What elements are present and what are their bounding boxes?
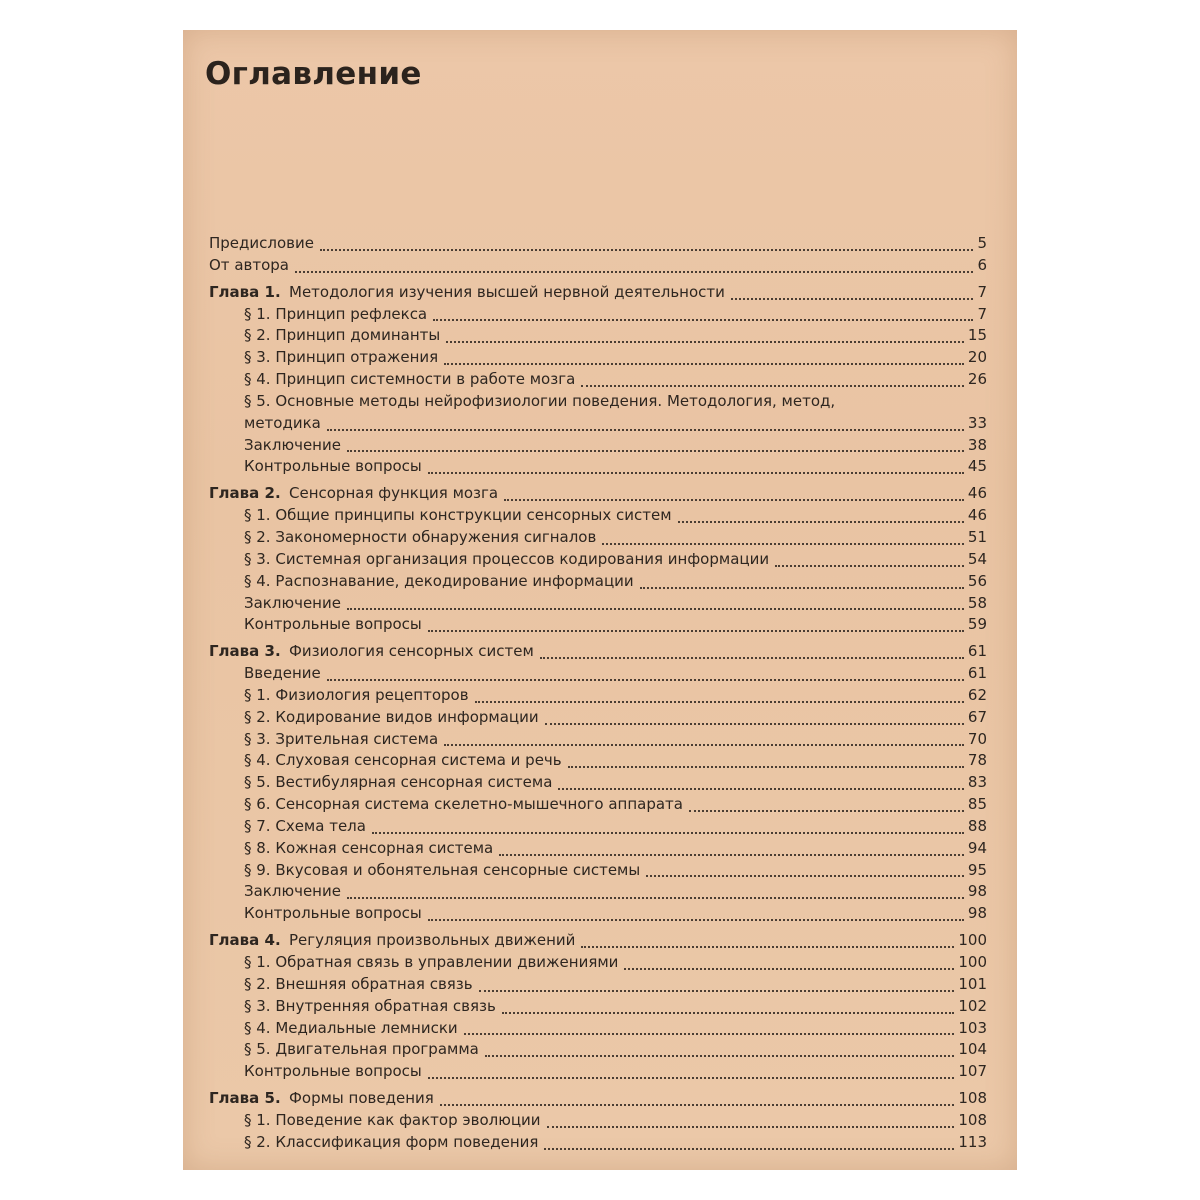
page-number: 100: [958, 931, 987, 950]
entry-label: Введение: [244, 664, 321, 683]
entry-label: § 1. Поведение как фактор эволюции: [244, 1110, 541, 1129]
chapter-number: Глава 2.: [209, 484, 281, 503]
dot-leader: [347, 450, 964, 452]
page-number: 70: [967, 729, 987, 748]
entry-label: Заключение: [244, 593, 341, 612]
toc-entry: [209, 772, 987, 794]
entry-label: методика: [244, 413, 321, 432]
entry-label: § 6. Сенсорная система скелетно-мышечного аппарата: [244, 795, 683, 814]
page-number: 113: [958, 1132, 987, 1151]
toc-entry: [209, 996, 987, 1018]
page-number: 51: [967, 527, 987, 546]
chapter-heading: [209, 930, 575, 952]
entry-label: § 5. Двигательная программа: [244, 1040, 479, 1059]
dot-leader: [646, 875, 964, 877]
dot-leader: [295, 271, 973, 273]
dot-leader: [775, 565, 964, 567]
toc-entry: [209, 641, 987, 663]
toc-entry: [209, 282, 987, 304]
dot-leader: [547, 1126, 955, 1128]
dot-leader: [475, 701, 964, 703]
entry-label: § 3. Внутренняя обратная связь: [244, 996, 496, 1015]
entry-label: § 9. Вкусовая и обонятельная сенсорные системы: [244, 860, 641, 879]
page-number: 7: [977, 304, 987, 323]
dot-leader: [479, 990, 955, 992]
toc-entry: [209, 505, 987, 527]
dot-leader: [602, 543, 964, 545]
entry-label: § 4. Слуховая сенсорная система и речь: [244, 751, 562, 770]
toc-entry: [209, 881, 987, 903]
toc-entry: [209, 483, 987, 505]
toc-entry: [209, 1088, 987, 1110]
page-number: 107: [958, 1062, 987, 1081]
toc-entry: [209, 325, 987, 347]
chapter-number: Глава 3.: [209, 642, 281, 661]
toc-entry: [209, 233, 987, 255]
chapter-heading: [209, 483, 498, 505]
toc-entry: [209, 1110, 987, 1132]
toc-entry: [209, 369, 987, 391]
page-number: 94: [967, 838, 987, 857]
toc-entry: [209, 794, 987, 816]
dot-leader: [440, 1104, 955, 1106]
dot-leader: [689, 810, 964, 812]
dot-leader: [581, 946, 954, 948]
dot-leader: [624, 968, 954, 970]
page-number: 20: [967, 348, 987, 367]
entry-label: § 8. Кожная сенсорная система: [244, 838, 494, 857]
toc-entry: [209, 435, 987, 457]
entry-label: § 2. Кодирование видов информации: [244, 707, 539, 726]
dot-leader: [544, 1148, 954, 1150]
toc-entry: [209, 816, 987, 838]
toc-entry: [209, 593, 987, 615]
chapter-number: Глава 4.: [209, 931, 281, 950]
page-number: 26: [967, 370, 987, 389]
entry-label: Заключение: [244, 882, 341, 901]
page-number: 85: [967, 795, 987, 814]
dot-leader: [347, 897, 964, 899]
toc-entry: [209, 663, 987, 685]
entry-label: § 7. Схема тела: [244, 816, 366, 835]
toc-entry: [209, 347, 987, 369]
page-number: 104: [958, 1040, 987, 1059]
chapter-heading: [209, 1088, 434, 1110]
dot-leader: [640, 587, 964, 589]
page-number: 15: [967, 326, 987, 345]
chapter-title: Формы поведения: [289, 1089, 434, 1108]
page-number: 67: [967, 707, 987, 726]
chapter-title: Регуляция произвольных движений: [289, 931, 576, 950]
page-number: 95: [967, 860, 987, 879]
dot-leader: [568, 766, 964, 768]
toc-entry: [209, 1018, 987, 1040]
page-number: 59: [967, 615, 987, 634]
page-number: 5: [977, 234, 987, 252]
toc-entry-first-line: § 5. Основные методы нейрофизиологии поведения. Методология, метод,: [244, 391, 836, 410]
page-number: 6: [977, 255, 987, 274]
page-number: 98: [967, 904, 987, 923]
entry-label: § 3. Зрительная система: [244, 729, 439, 748]
dot-leader: [428, 630, 964, 632]
page-number: 46: [967, 484, 987, 503]
toc-entry: [209, 685, 987, 707]
entry-label: Контрольные вопросы: [244, 457, 422, 476]
entry-label: Предисловие: [209, 234, 314, 252]
toc-entry: [209, 838, 987, 860]
page-number: 45: [967, 457, 987, 476]
page-number: 61: [967, 642, 987, 661]
dot-leader: [327, 679, 964, 681]
dot-leader: [464, 1033, 955, 1035]
page-number: 88: [967, 816, 987, 835]
toc-entry: [209, 930, 987, 952]
entry-label: § 1. Физиология рецепторов: [244, 685, 469, 704]
toc-entry: [209, 707, 987, 729]
page-title: Оглавление: [205, 56, 422, 92]
dot-leader: [678, 521, 964, 523]
chapter-title: Физиология сенсорных систем: [289, 642, 534, 661]
toc-entry: [209, 304, 987, 326]
entry-label: § 4. Распознавание, декодирование информации: [244, 571, 634, 590]
entry-label: § 4. Медиальные лемниски: [244, 1018, 458, 1037]
dot-leader: [433, 319, 973, 321]
dot-leader: [581, 385, 964, 387]
toc-entry: [209, 1132, 987, 1154]
dot-leader: [504, 499, 964, 501]
dot-leader: [327, 429, 964, 431]
dot-leader: [428, 472, 964, 474]
dot-leader: [444, 363, 964, 365]
page-number: 103: [958, 1018, 987, 1037]
page-number: 54: [967, 549, 987, 568]
toc-entry: [209, 413, 987, 435]
entry-label: Контрольные вопросы: [244, 615, 422, 634]
toc-entry: [209, 456, 987, 478]
toc-entry: [209, 614, 987, 636]
dot-leader: [347, 608, 964, 610]
chapter-number: Глава 5.: [209, 1089, 281, 1108]
toc-entry: [209, 571, 987, 593]
toc-entry: [209, 974, 987, 996]
entry-label: § 2. Закономерности обнаружения сигналов: [244, 527, 597, 546]
page-number: 108: [958, 1089, 987, 1108]
chapter-title: Сенсорная функция мозга: [289, 484, 499, 503]
chapter-heading: [209, 282, 725, 304]
toc-entry: [209, 255, 987, 277]
toc-entry: [209, 750, 987, 772]
entry-label: § 3. Системная организация процессов кодирования информации: [244, 549, 770, 568]
dot-leader: [372, 832, 964, 834]
entry-label: § 1. Принцип рефлекса: [244, 304, 428, 323]
page-number: 56: [967, 571, 987, 590]
toc-entry: [209, 860, 987, 882]
entry-label: § 2. Внешняя обратная связь: [244, 974, 473, 993]
chapter-number: Глава 1.: [209, 282, 281, 301]
toc-entry: [209, 549, 987, 571]
dot-leader: [731, 298, 974, 300]
chapter-title: Методология изучения высшей нервной деятельности: [289, 282, 725, 301]
chapter-heading: [209, 641, 534, 663]
table-of-contents: [209, 233, 987, 1154]
entry-label: § 2. Принцип доминанты: [244, 326, 441, 345]
entry-label: § 3. Принцип отражения: [244, 348, 439, 367]
toc-entry: [209, 952, 987, 974]
book-page: [183, 30, 1017, 1170]
toc-entry: [209, 903, 987, 925]
page-number: 46: [967, 506, 987, 525]
toc-entry: [209, 1061, 987, 1083]
entry-label: От автора: [209, 255, 289, 274]
entry-label: § 1. Обратная связь в управлении движениями: [244, 953, 619, 971]
entry-label: § 4. Принцип системности в работе мозга: [244, 370, 576, 389]
dot-leader: [545, 723, 964, 725]
toc-entry: [209, 729, 987, 751]
entry-label: § 1. Общие принципы конструкции сенсорных систем: [244, 506, 672, 525]
page-number: 83: [967, 773, 987, 792]
entry-label: § 2. Классификация форм поведения: [244, 1132, 539, 1151]
entry-label: Заключение: [244, 435, 341, 454]
page-number: 38: [967, 435, 987, 454]
dot-leader: [499, 854, 964, 856]
toc-entry: [209, 527, 987, 549]
dot-leader: [540, 657, 964, 659]
dot-leader: [320, 249, 973, 251]
page-number: 100: [958, 953, 987, 971]
dot-leader: [558, 788, 964, 790]
dot-leader: [446, 341, 964, 343]
page-number: 102: [958, 996, 987, 1015]
page-number: 7: [977, 282, 987, 301]
page-number: 62: [967, 685, 987, 704]
toc-entry: [209, 1039, 987, 1061]
page-number: 98: [967, 882, 987, 901]
entry-label: Контрольные вопросы: [244, 904, 422, 923]
page-number: 33: [967, 413, 987, 432]
page-number: 108: [958, 1110, 987, 1129]
page-number: 58: [967, 593, 987, 612]
dot-leader: [502, 1012, 955, 1014]
page-number: 101: [958, 974, 987, 993]
dot-leader: [485, 1055, 955, 1057]
entry-label: Контрольные вопросы: [244, 1062, 422, 1081]
entry-label: § 5. Вестибулярная сенсорная система: [244, 773, 553, 792]
dot-leader: [444, 744, 964, 746]
dot-leader: [428, 919, 964, 921]
page-number: 61: [967, 664, 987, 683]
dot-leader: [428, 1077, 955, 1079]
page-number: 78: [967, 751, 987, 770]
